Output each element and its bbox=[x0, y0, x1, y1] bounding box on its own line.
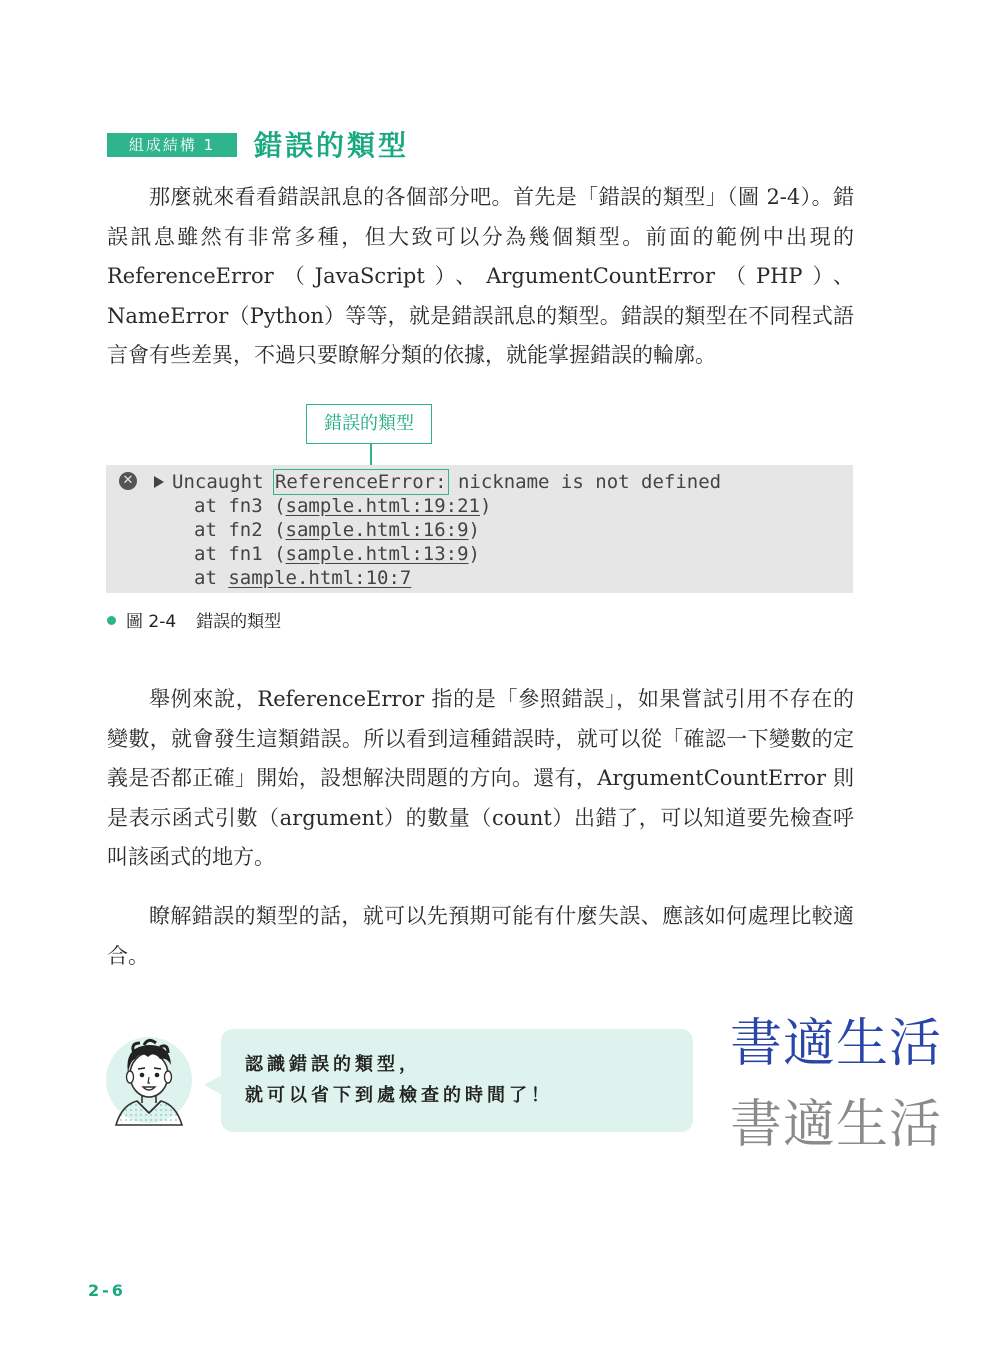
stack-line-suffix: ) bbox=[468, 519, 480, 541]
caption-number: 圖 2-4 bbox=[126, 612, 177, 632]
watermark-logo-blue: 書適生活 bbox=[730, 1014, 943, 1074]
stack-line bbox=[194, 566, 411, 590]
stack-line-link[interactable]: sample.html:16:9 bbox=[285, 519, 469, 541]
stack-line bbox=[194, 494, 491, 518]
console-error-type: ReferenceError: bbox=[274, 471, 447, 493]
section-tag: 組成結構 1 bbox=[107, 133, 237, 157]
stack-line-prefix: at fn3 ( bbox=[194, 495, 286, 517]
stack-line-prefix: at fn1 ( bbox=[194, 543, 286, 565]
section-title: 錯誤的類型 bbox=[254, 129, 410, 162]
stack-line-link[interactable]: sample.html:19:21 bbox=[285, 495, 480, 517]
stack-line bbox=[194, 542, 480, 566]
watermark-logo-gray: 書適生活 bbox=[730, 1095, 943, 1155]
stack-line-link[interactable]: sample.html:13:9 bbox=[285, 543, 469, 565]
caption-text: 錯誤的類型 bbox=[196, 612, 282, 632]
console-error-message: nickname is not defined bbox=[446, 471, 722, 493]
stack-line-suffix: ) bbox=[479, 495, 492, 517]
stack-line-prefix: at bbox=[194, 567, 229, 589]
console-screenshot bbox=[106, 465, 853, 593]
stack-line-link[interactable]: sample.html:10:7 bbox=[228, 567, 412, 589]
tip-line-2: 就可以省下到處檢查的時間了！ bbox=[245, 1085, 553, 1106]
triangle-right-icon bbox=[154, 476, 164, 488]
console-uncaught: Uncaught bbox=[172, 471, 275, 493]
paragraph-example: 舉例來說，ReferenceError 指的是「參照錯誤」，如果嘗試引用不存在的變數，就會發生這類錯誤。所以看到這種錯誤時，就可以從「確認一下變數的定義是否都正確」開始，設想解決問題的方向。還有，ArgumentCountError 則是表示函式引數（argument）的數量（count）出錯了，可以知道要先檢查呼叫該函式的地方。 bbox=[107, 687, 854, 869]
character-avatar-icon bbox=[104, 1033, 194, 1128]
paragraph-summary: 瞭解錯誤的類型的話，就可以先預期可能有什麼失誤、應該如何處理比較適合。 bbox=[107, 904, 854, 968]
figure-caption bbox=[107, 608, 281, 636]
stack-line-prefix: at fn2 ( bbox=[194, 519, 286, 541]
stack-line-suffix: ) bbox=[468, 543, 480, 565]
console-error-line bbox=[172, 470, 721, 494]
figure-callout-label: 錯誤的類型 bbox=[306, 404, 432, 444]
stack-line bbox=[194, 518, 480, 542]
tip-line-1: 認識錯誤的類型， bbox=[245, 1054, 421, 1075]
caption-bullet-icon bbox=[107, 616, 116, 625]
x-circle-icon: ✕ bbox=[119, 472, 137, 490]
page-number: 2-6 bbox=[88, 1281, 126, 1300]
tip-speech-bubble bbox=[221, 1029, 693, 1132]
paragraph-intro: 那麼就來看看錯誤訊息的各個部分吧。首先是「錯誤的類型」（圖 2-4）。錯誤訊息雖然有非常多種，但大致可以分為幾個類型。前面的範例中出現的 ReferenceError（JavaScript）、ArgumentCountError（PHP）、NameError（Python）等等，就是錯誤訊息的類型。錯誤的類型在不同程式語言會有些差異，不過只要瞭解分類的依據，就能掌握錯誤的輪廓。 bbox=[107, 185, 854, 367]
